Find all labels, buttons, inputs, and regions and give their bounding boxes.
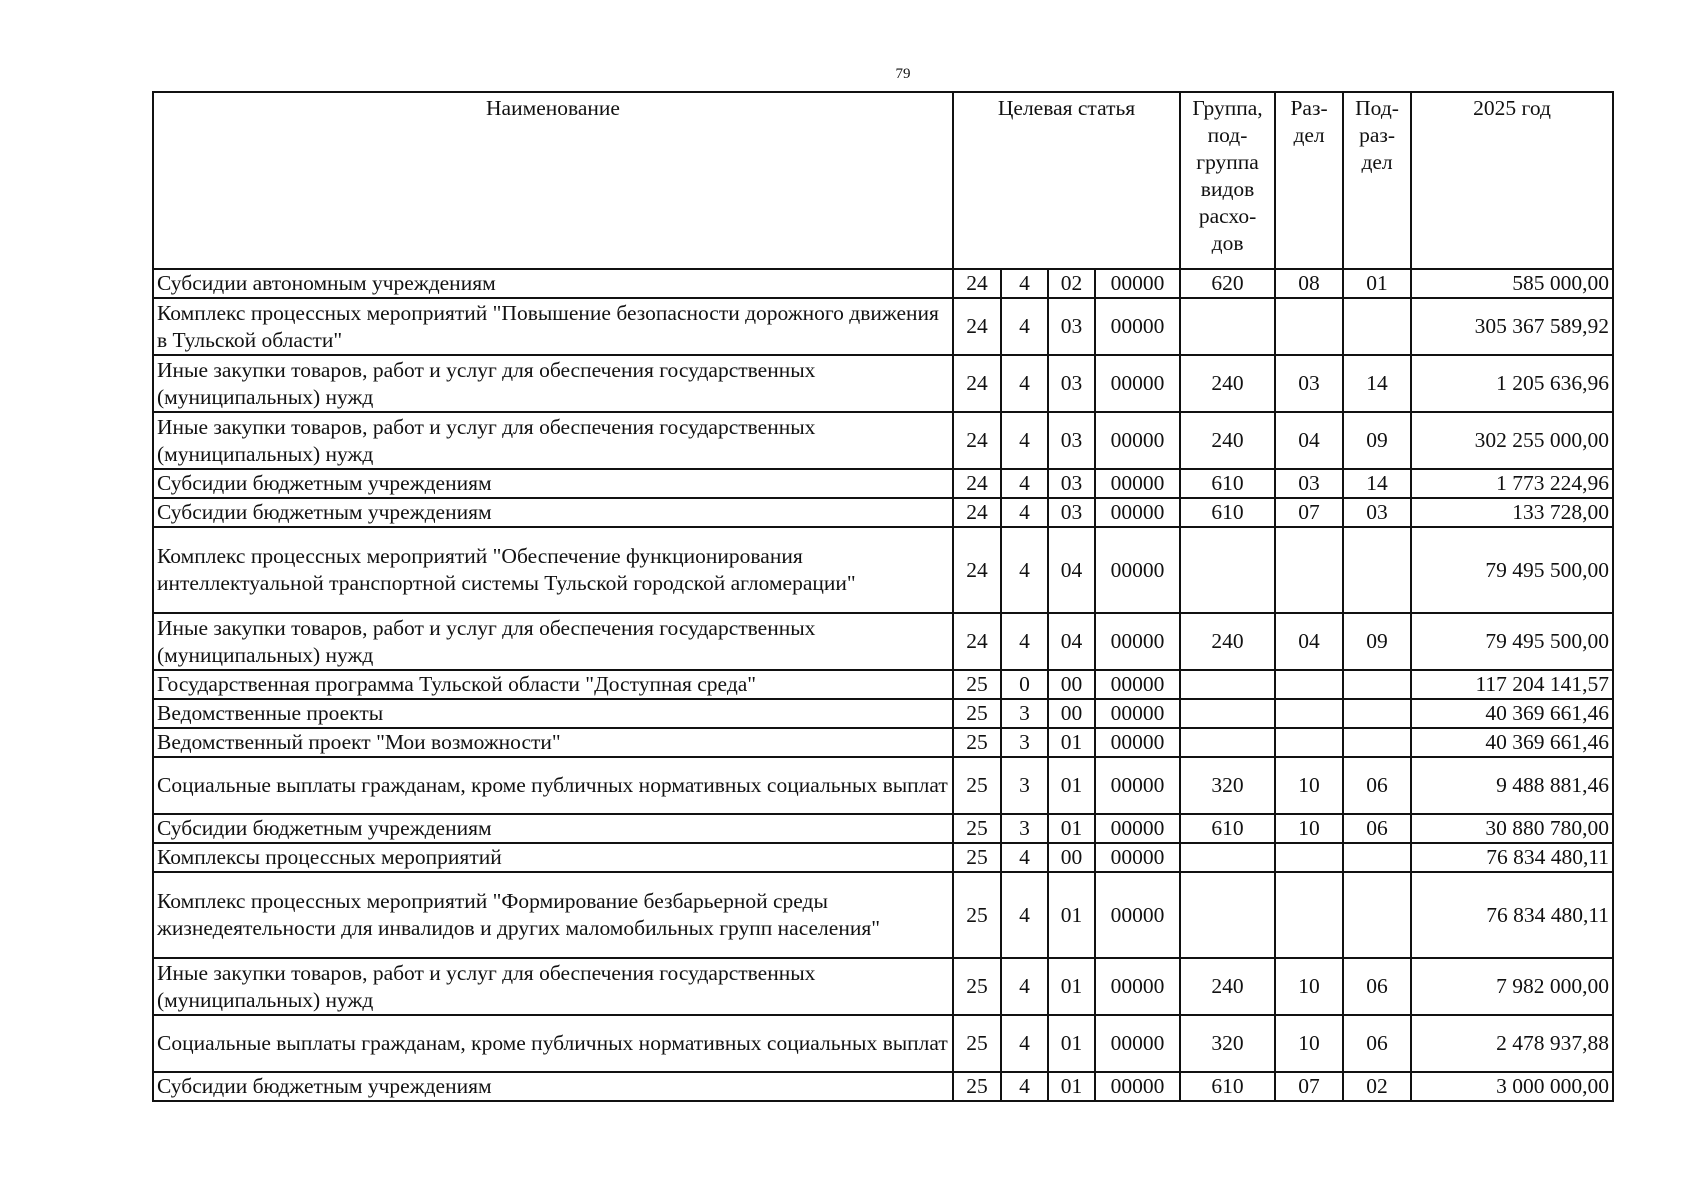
row-target-subprogram: 01 bbox=[1048, 958, 1095, 1015]
header-expense-group bbox=[1180, 92, 1275, 269]
row-expense-group bbox=[1180, 670, 1275, 699]
row-section: 03 bbox=[1275, 469, 1343, 498]
row-target-subprogram: 01 bbox=[1048, 814, 1095, 843]
row-target-program: 25 bbox=[953, 1072, 1001, 1101]
row-target-type: 4 bbox=[1001, 269, 1048, 298]
row-subsection: 01 bbox=[1343, 269, 1411, 298]
row-subsection: 09 bbox=[1343, 613, 1411, 670]
row-expense-group: 610 bbox=[1180, 1072, 1275, 1101]
row-amount-2025: 79 495 500,00 bbox=[1411, 527, 1613, 613]
row-target-direction: 00000 bbox=[1095, 757, 1180, 814]
row-target-type: 4 bbox=[1001, 469, 1048, 498]
row-section bbox=[1275, 699, 1343, 728]
table-row bbox=[153, 527, 1613, 613]
row-target-program: 25 bbox=[953, 757, 1001, 814]
row-subsection: 06 bbox=[1343, 958, 1411, 1015]
row-amount-2025: 2 478 937,88 bbox=[1411, 1015, 1613, 1072]
row-section: 07 bbox=[1275, 1072, 1343, 1101]
row-target-direction: 00000 bbox=[1095, 269, 1180, 298]
row-section: 04 bbox=[1275, 613, 1343, 670]
table-row bbox=[153, 355, 1613, 412]
row-subsection: 09 bbox=[1343, 412, 1411, 469]
row-amount-2025: 3 000 000,00 bbox=[1411, 1072, 1613, 1101]
row-section bbox=[1275, 843, 1343, 872]
row-section bbox=[1275, 527, 1343, 613]
row-expense-group bbox=[1180, 843, 1275, 872]
row-target-type: 3 bbox=[1001, 699, 1048, 728]
row-amount-2025: 40 369 661,46 bbox=[1411, 728, 1613, 757]
row-amount-2025: 76 834 480,11 bbox=[1411, 843, 1613, 872]
row-name: Комплекс процессных мероприятий "Повышение безопасности дорожного движения в Тульской области" bbox=[153, 298, 953, 355]
row-name: Государственная программа Тульской области "Доступная среда" bbox=[153, 670, 953, 699]
row-target-type: 4 bbox=[1001, 958, 1048, 1015]
row-section bbox=[1275, 872, 1343, 958]
row-section: 10 bbox=[1275, 958, 1343, 1015]
row-target-direction: 00000 bbox=[1095, 298, 1180, 355]
row-target-direction: 00000 bbox=[1095, 670, 1180, 699]
row-section: 08 bbox=[1275, 269, 1343, 298]
row-name: Иные закупки товаров, работ и услуг для обеспечения государственных (муниципальных) нужд bbox=[153, 412, 953, 469]
table-row bbox=[153, 757, 1613, 814]
row-target-subprogram: 01 bbox=[1048, 1072, 1095, 1101]
row-section: 10 bbox=[1275, 757, 1343, 814]
row-amount-2025: 79 495 500,00 bbox=[1411, 613, 1613, 670]
row-target-program: 24 bbox=[953, 412, 1001, 469]
row-name: Социальные выплаты гражданам, кроме публичных нормативных социальных выплат bbox=[153, 1015, 953, 1072]
row-amount-2025: 40 369 661,46 bbox=[1411, 699, 1613, 728]
row-target-program: 25 bbox=[953, 1015, 1001, 1072]
row-target-program: 24 bbox=[953, 469, 1001, 498]
row-target-subprogram: 01 bbox=[1048, 757, 1095, 814]
table-row bbox=[153, 1072, 1613, 1101]
row-subsection bbox=[1343, 728, 1411, 757]
row-name: Субсидии бюджетным учреждениям bbox=[153, 498, 953, 527]
row-target-subprogram: 00 bbox=[1048, 670, 1095, 699]
table-row bbox=[153, 269, 1613, 298]
row-subsection: 02 bbox=[1343, 1072, 1411, 1101]
row-target-program: 24 bbox=[953, 613, 1001, 670]
row-target-type: 4 bbox=[1001, 1072, 1048, 1101]
row-target-direction: 00000 bbox=[1095, 814, 1180, 843]
row-amount-2025: 302 255 000,00 bbox=[1411, 412, 1613, 469]
row-target-subprogram: 01 bbox=[1048, 1015, 1095, 1072]
row-amount-2025: 1 205 636,96 bbox=[1411, 355, 1613, 412]
row-expense-group: 240 bbox=[1180, 958, 1275, 1015]
row-expense-group: 240 bbox=[1180, 613, 1275, 670]
row-amount-2025: 305 367 589,92 bbox=[1411, 298, 1613, 355]
row-subsection bbox=[1343, 699, 1411, 728]
row-name: Субсидии бюджетным учреждениям bbox=[153, 1072, 953, 1101]
row-name: Субсидии автономным учреждениям bbox=[153, 269, 953, 298]
row-target-program: 25 bbox=[953, 670, 1001, 699]
row-target-subprogram: 00 bbox=[1048, 843, 1095, 872]
row-target-direction: 00000 bbox=[1095, 498, 1180, 527]
table-row bbox=[153, 670, 1613, 699]
row-target-direction: 00000 bbox=[1095, 843, 1180, 872]
row-target-type: 4 bbox=[1001, 355, 1048, 412]
row-name: Комплекс процессных мероприятий "Формирование безбарьерной среды жизнедеятельности для инвалидов и других маломобильных групп населения" bbox=[153, 872, 953, 958]
row-name: Комплексы процессных мероприятий bbox=[153, 843, 953, 872]
table-row bbox=[153, 498, 1613, 527]
row-target-type: 4 bbox=[1001, 527, 1048, 613]
row-target-type: 4 bbox=[1001, 298, 1048, 355]
row-target-program: 25 bbox=[953, 814, 1001, 843]
row-target-program: 24 bbox=[953, 498, 1001, 527]
row-subsection: 03 bbox=[1343, 498, 1411, 527]
row-expense-group: 320 bbox=[1180, 1015, 1275, 1072]
row-target-subprogram: 01 bbox=[1048, 872, 1095, 958]
row-name: Ведомственный проект "Мои возможности" bbox=[153, 728, 953, 757]
row-section bbox=[1275, 728, 1343, 757]
table-row bbox=[153, 1015, 1613, 1072]
row-target-program: 24 bbox=[953, 269, 1001, 298]
row-target-subprogram: 00 bbox=[1048, 699, 1095, 728]
row-name: Субсидии бюджетным учреждениям bbox=[153, 469, 953, 498]
row-target-subprogram: 04 bbox=[1048, 613, 1095, 670]
row-section bbox=[1275, 298, 1343, 355]
header-expense-group-text: Группа, под-группа видов расхо-дов bbox=[1192, 96, 1263, 255]
table-row bbox=[153, 613, 1613, 670]
header-name: Наименование bbox=[153, 92, 953, 269]
row-section: 04 bbox=[1275, 412, 1343, 469]
row-target-program: 25 bbox=[953, 958, 1001, 1015]
row-expense-group: 240 bbox=[1180, 355, 1275, 412]
row-amount-2025: 117 204 141,57 bbox=[1411, 670, 1613, 699]
row-subsection: 14 bbox=[1343, 355, 1411, 412]
row-target-type: 4 bbox=[1001, 843, 1048, 872]
row-target-subprogram: 03 bbox=[1048, 412, 1095, 469]
row-name: Иные закупки товаров, работ и услуг для обеспечения государственных (муниципальных) нужд bbox=[153, 958, 953, 1015]
row-amount-2025: 7 982 000,00 bbox=[1411, 958, 1613, 1015]
row-target-direction: 00000 bbox=[1095, 1072, 1180, 1101]
table-row bbox=[153, 958, 1613, 1015]
row-target-type: 4 bbox=[1001, 1015, 1048, 1072]
row-target-program: 25 bbox=[953, 872, 1001, 958]
row-target-direction: 00000 bbox=[1095, 613, 1180, 670]
row-target-subprogram: 03 bbox=[1048, 355, 1095, 412]
row-target-subprogram: 02 bbox=[1048, 269, 1095, 298]
table-row bbox=[153, 699, 1613, 728]
header-year: 2025 год bbox=[1411, 92, 1613, 269]
row-amount-2025: 1 773 224,96 bbox=[1411, 469, 1613, 498]
row-amount-2025: 30 880 780,00 bbox=[1411, 814, 1613, 843]
row-target-program: 24 bbox=[953, 298, 1001, 355]
table-row bbox=[153, 843, 1613, 872]
table-header-row bbox=[153, 92, 1613, 269]
row-subsection bbox=[1343, 843, 1411, 872]
row-target-direction: 00000 bbox=[1095, 728, 1180, 757]
row-expense-group bbox=[1180, 699, 1275, 728]
row-amount-2025: 9 488 881,46 bbox=[1411, 757, 1613, 814]
row-target-program: 25 bbox=[953, 843, 1001, 872]
table-row bbox=[153, 469, 1613, 498]
row-subsection: 14 bbox=[1343, 469, 1411, 498]
row-target-program: 24 bbox=[953, 527, 1001, 613]
row-expense-group: 610 bbox=[1180, 469, 1275, 498]
row-target-program: 25 bbox=[953, 728, 1001, 757]
row-target-subprogram: 03 bbox=[1048, 298, 1095, 355]
row-target-direction: 00000 bbox=[1095, 699, 1180, 728]
row-subsection: 06 bbox=[1343, 814, 1411, 843]
row-target-program: 25 bbox=[953, 699, 1001, 728]
row-expense-group bbox=[1180, 728, 1275, 757]
row-subsection bbox=[1343, 872, 1411, 958]
row-target-subprogram: 03 bbox=[1048, 498, 1095, 527]
row-subsection: 06 bbox=[1343, 1015, 1411, 1072]
row-target-type: 4 bbox=[1001, 872, 1048, 958]
row-section: 10 bbox=[1275, 814, 1343, 843]
table-row bbox=[153, 298, 1613, 355]
row-expense-group: 610 bbox=[1180, 814, 1275, 843]
row-target-type: 3 bbox=[1001, 814, 1048, 843]
row-target-type: 4 bbox=[1001, 498, 1048, 527]
row-target-type: 3 bbox=[1001, 728, 1048, 757]
row-section bbox=[1275, 670, 1343, 699]
row-subsection bbox=[1343, 527, 1411, 613]
table-body bbox=[153, 269, 1613, 1101]
row-subsection: 06 bbox=[1343, 757, 1411, 814]
table-row bbox=[153, 872, 1613, 958]
row-target-type: 4 bbox=[1001, 412, 1048, 469]
page-number: 79 bbox=[895, 66, 911, 82]
row-subsection bbox=[1343, 670, 1411, 699]
row-expense-group: 240 bbox=[1180, 412, 1275, 469]
row-target-direction: 00000 bbox=[1095, 355, 1180, 412]
row-expense-group: 610 bbox=[1180, 498, 1275, 527]
row-section: 10 bbox=[1275, 1015, 1343, 1072]
table-row bbox=[153, 412, 1613, 469]
table-row bbox=[153, 728, 1613, 757]
row-name: Иные закупки товаров, работ и услуг для обеспечения государственных (муниципальных) нужд bbox=[153, 613, 953, 670]
row-target-direction: 00000 bbox=[1095, 958, 1180, 1015]
row-target-subprogram: 04 bbox=[1048, 527, 1095, 613]
row-name: Социальные выплаты гражданам, кроме публичных нормативных социальных выплат bbox=[153, 757, 953, 814]
row-name: Субсидии бюджетным учреждениям bbox=[153, 814, 953, 843]
row-target-type: 4 bbox=[1001, 613, 1048, 670]
row-name: Иные закупки товаров, работ и услуг для обеспечения государственных (муниципальных) нужд bbox=[153, 355, 953, 412]
row-target-program: 24 bbox=[953, 355, 1001, 412]
header-section: Раз-дел bbox=[1275, 92, 1343, 269]
row-expense-group bbox=[1180, 298, 1275, 355]
row-expense-group: 620 bbox=[1180, 269, 1275, 298]
row-target-direction: 00000 bbox=[1095, 527, 1180, 613]
row-target-subprogram: 01 bbox=[1048, 728, 1095, 757]
row-target-direction: 00000 bbox=[1095, 872, 1180, 958]
table-row bbox=[153, 814, 1613, 843]
row-section: 07 bbox=[1275, 498, 1343, 527]
row-expense-group: 320 bbox=[1180, 757, 1275, 814]
row-target-subprogram: 03 bbox=[1048, 469, 1095, 498]
header-target-article: Целевая статья bbox=[953, 92, 1180, 269]
row-amount-2025: 585 000,00 bbox=[1411, 269, 1613, 298]
row-amount-2025: 76 834 480,11 bbox=[1411, 872, 1613, 958]
row-target-direction: 00000 bbox=[1095, 1015, 1180, 1072]
row-expense-group bbox=[1180, 527, 1275, 613]
budget-table bbox=[152, 91, 1614, 1102]
row-amount-2025: 133 728,00 bbox=[1411, 498, 1613, 527]
header-subsection: Под-раз-дел bbox=[1343, 92, 1411, 269]
row-section: 03 bbox=[1275, 355, 1343, 412]
row-target-direction: 00000 bbox=[1095, 469, 1180, 498]
row-name: Ведомственные проекты bbox=[153, 699, 953, 728]
row-expense-group bbox=[1180, 872, 1275, 958]
row-target-direction: 00000 bbox=[1095, 412, 1180, 469]
row-target-type: 0 bbox=[1001, 670, 1048, 699]
row-target-type: 3 bbox=[1001, 757, 1048, 814]
row-name: Комплекс процессных мероприятий "Обеспечение функционирования интеллектуальной транспортной системы Тульской городской агломерации" bbox=[153, 527, 953, 613]
row-subsection bbox=[1343, 298, 1411, 355]
